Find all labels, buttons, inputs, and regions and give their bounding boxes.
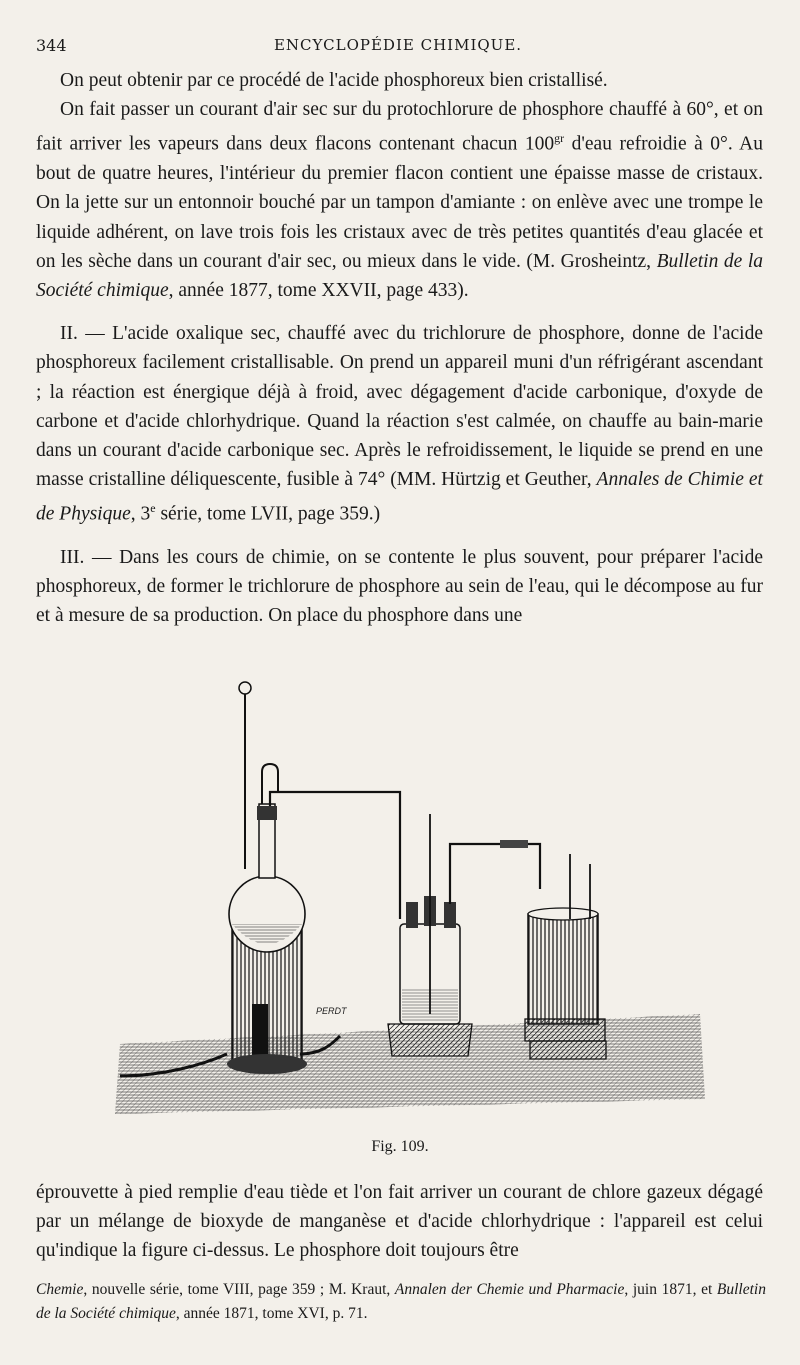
text-block-top	[36, 66, 763, 631]
woulff-bottle	[388, 814, 540, 1056]
paragraph-1: On peut obtenir par ce procédé de l'acide phosphoreux bien cristallisé.	[60, 70, 608, 91]
footnote: Chemie, nouvelle série, tome VIII, page 359 ; M. Kraut, Annalen der Chemie und Pharmacie, juin 1871, et Bulletin de la Société chimique, année 1871, tome XVI, p. 71.	[36, 1281, 766, 1322]
reference-title: Annales de Chimie et de Physique	[36, 469, 763, 525]
ordinal-superscript: e	[150, 501, 156, 516]
text-block-bottom	[36, 1178, 763, 1266]
apparatus-engraving	[100, 674, 710, 1124]
page-number: 344	[36, 36, 67, 55]
paragraph-4: III. — Dans les cours de chimie, on se contente le plus souvent, pour préparer l'acide phosphoreux, de former le trichlorure de phosphore au sein de l'eau, qui le décompose au fur et à mesure de sa production. On place du phosphore dans une	[36, 547, 763, 627]
paragraph-5: éprouvette à pied remplie d'eau tiède et l'on fait arriver un courant de chlore gazeux dégagé par un mélange de bioxyde de manganèse et d'acide chlorhydrique : l'appareil est celui qu'indique la figure ci-dessus. Le phosphore doit toujours être	[36, 1182, 763, 1262]
paragraph-2: On fait passer un courant d'air sec sur du protochlorure de phosphore chauffé à 60°, et on fait arriver les vapeurs dans deux flacons contenant chacun $100^{gr}$ d'eau refroidie à 0°. Au bout de quatre heures, l'intérieur du premier flacon contient une épaisse masse de cristaux. On la jette sur un entonnoir bouché par un tampon d'amiante : on enlève avec une trompe le liquide adhérent, on lave trois fois les cristaux avec de très petites quantités d'eau glacée et on les sèche dans un courant d'air sec, ou mieux dans le vide. (M. Grosheintz, Bulletin de la Société chimique, année 1877, tome XXVII, page 433).	[36, 99, 763, 301]
reference-title: Bulletin de la Société chimique	[36, 250, 763, 301]
running-title: ENCYCLOPÉDIE CHIMIQUE.	[273, 36, 523, 54]
cylindrical-vessel	[525, 854, 606, 1059]
paragraph-3: II. — L'acide oxalique sec, chauffé avec du trichlorure de phosphore, donne de l'acide phosphoreux facilement cristallisable. On prend un appareil muni d'un réfrigérant ascendant ; la réaction est énergique déjà à froid, avec dégagement d'acide carbonique, d'oxyde de carbone et d'acide chlorhydrique. Quand la réaction s'est calmée, on chauffe au bain-marie dans un courant d'acide carbonique sec. Après le refroidissement, le liquide se prend en une masse cristalline déliquescente, fusible à 74° (MM. Hürtzig et Geuther, Annales de Chimie et de Physique, 3e série, tome LVII, page 359.)	[36, 323, 763, 525]
engraver-signature: PERDT	[316, 1006, 347, 1016]
round-bottom-flask	[229, 682, 400, 952]
running-header	[36, 30, 760, 60]
unit-superscript: gr	[554, 131, 565, 146]
figure-caption: Fig. 109.	[371, 1138, 429, 1155]
